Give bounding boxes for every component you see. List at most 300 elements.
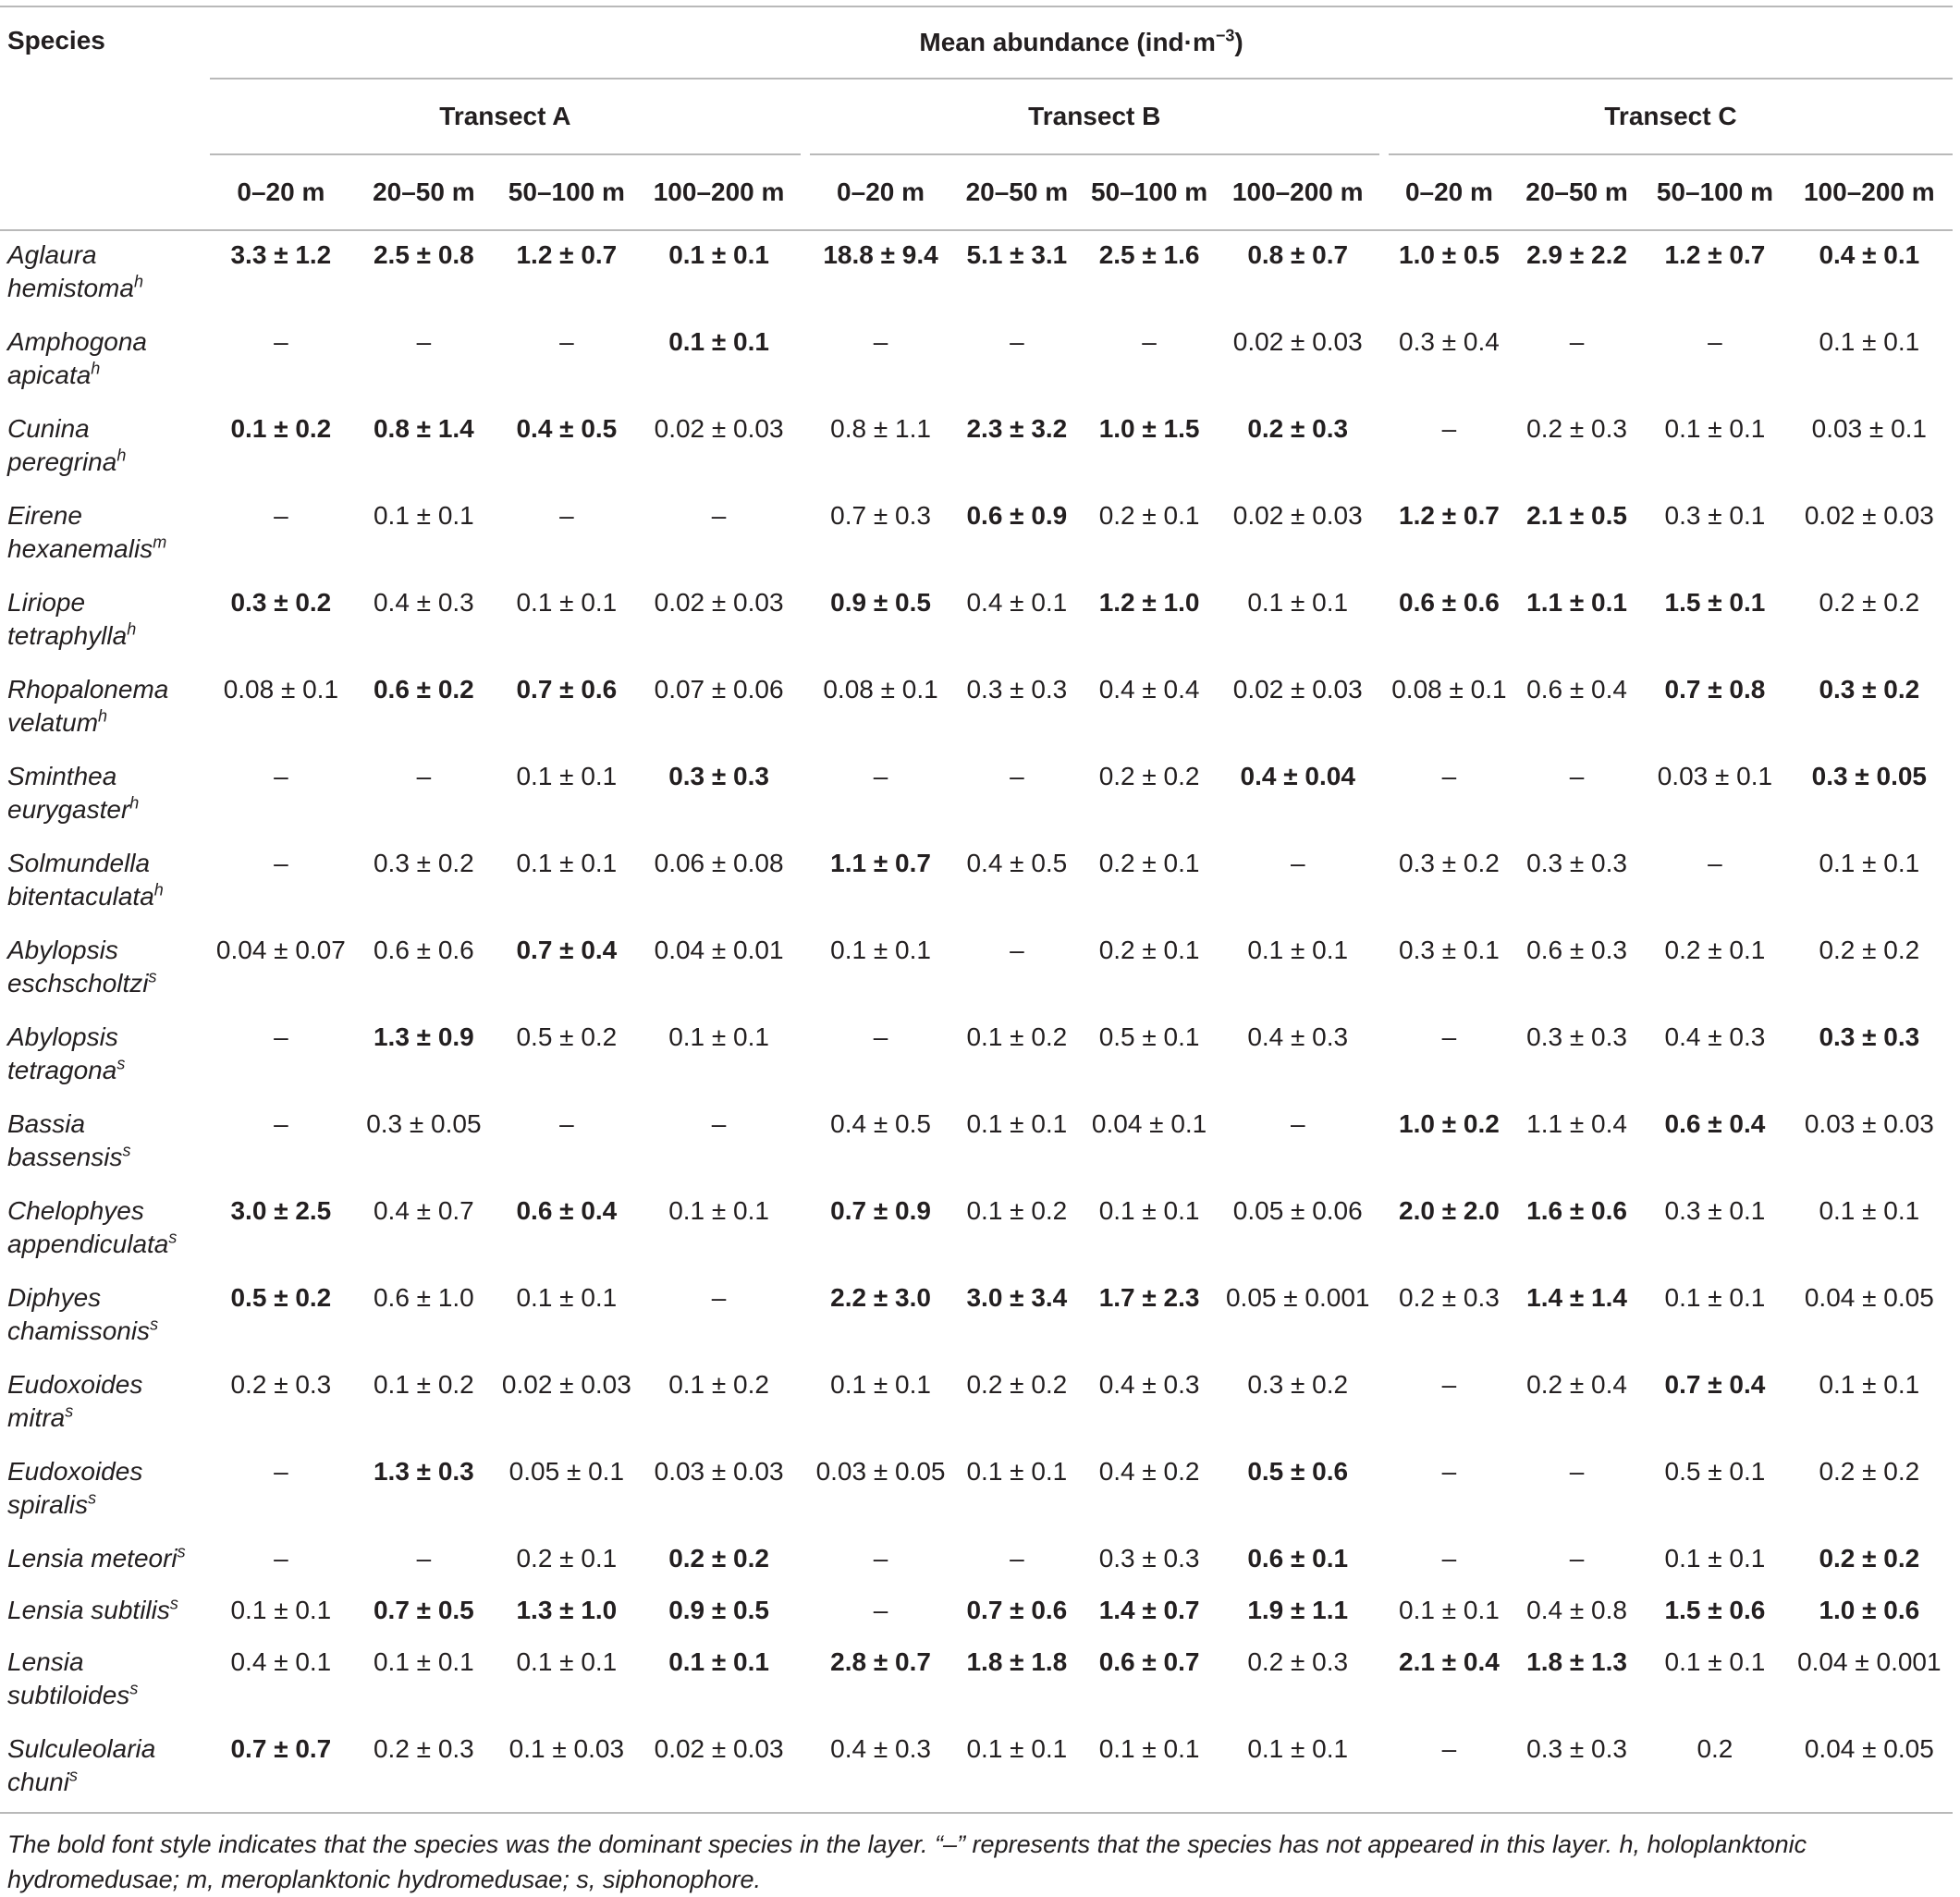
abundance-cell: 0.02 ± 0.03: [1804, 501, 1934, 530]
species-name-line: Abylopsis: [7, 1022, 118, 1051]
abundance-cell: 0.1 ± 0.1: [1664, 1283, 1766, 1312]
abundance-cell: 0.1 ± 0.1: [668, 327, 769, 356]
transect-a-header: Transect A: [210, 79, 800, 154]
abundance-cell: 0.1 ± 0.1: [516, 1647, 618, 1676]
abundance-cell: 18.8 ± 9.4: [823, 240, 938, 269]
species-type-marker: h: [129, 793, 140, 813]
abundance-cell: –: [1441, 1544, 1457, 1573]
abundance-cell: –: [274, 1022, 288, 1051]
abundance-cell: 1.1 ± 0.4: [1526, 1109, 1627, 1138]
depth-header: 20–50 m: [352, 154, 496, 230]
abundance-cell: 0.1 ± 0.1: [1247, 936, 1349, 964]
abundance-cell: 0.2 ± 0.3: [1247, 414, 1349, 443]
abundance-cell: –: [873, 1544, 888, 1573]
abundance-cell: 0.4 ± 0.8: [1526, 1596, 1627, 1624]
abundance-cell: –: [1010, 936, 1024, 964]
species-type-marker: h: [98, 706, 108, 726]
abundance-cell: 0.7 ± 0.8: [1664, 675, 1766, 704]
abundance-cell: 1.0 ± 0.6: [1819, 1596, 1920, 1624]
mean-abundance-exponent: −3: [1215, 26, 1235, 45]
abundance-cell: 0.1 ± 0.1: [1247, 1734, 1349, 1763]
abundance-cell: 0.02 ± 0.03: [654, 588, 784, 617]
abundance-cell: 0.3 ± 0.4: [1399, 327, 1500, 356]
abundance-cell: 0.3 ± 0.2: [230, 588, 332, 617]
abundance-cell: 1.5 ± 0.1: [1664, 588, 1766, 617]
abundance-cell: 0.6 ± 0.4: [516, 1196, 618, 1225]
abundance-cell: 0.6 ± 0.1: [1247, 1544, 1349, 1573]
abundance-cell: –: [559, 501, 574, 530]
species-name-line: Abylopsis: [7, 936, 118, 964]
abundance-cell: 0.04 ± 0.01: [654, 936, 784, 964]
abundance-cell: –: [1142, 327, 1157, 356]
abundance-cell: 0.05 ± 0.001: [1225, 1283, 1370, 1312]
abundance-cell: –: [1441, 1370, 1457, 1399]
depth-header: 100–200 m: [1786, 154, 1953, 230]
abundance-cell: 2.2 ± 3.0: [830, 1283, 931, 1312]
abundance-cell: 0.5 ± 0.6: [1247, 1457, 1349, 1486]
abundance-cell: 0.04 ± 0.001: [1797, 1647, 1942, 1676]
species-column-header: Species: [7, 26, 105, 55]
abundance-cell: 0.1 ± 0.1: [516, 762, 618, 790]
species-type-marker: s: [148, 967, 157, 986]
abundance-cell: 0.1 ± 0.1: [516, 849, 618, 877]
abundance-cell: 0.3 ± 0.2: [1247, 1370, 1349, 1399]
abundance-cell: 0.3 ± 0.2: [1819, 675, 1920, 704]
abundance-cell: 0.02 ± 0.03: [501, 1370, 631, 1399]
abundance-cell: –: [711, 1109, 727, 1138]
abundance-cell: 0.2 ± 0.3: [373, 1734, 474, 1763]
abundance-cell: 2.8 ± 0.7: [830, 1647, 931, 1676]
abundance-cell: 0.2 ± 0.1: [1098, 501, 1200, 530]
abundance-cell: –: [1708, 849, 1722, 877]
abundance-cell: 0.7 ± 0.6: [966, 1596, 1068, 1624]
table-row: [0, 1586, 1953, 1638]
species-name-line: Eudoxoides: [7, 1457, 143, 1486]
abundance-cell: 0.2 ± 0.1: [1098, 849, 1200, 877]
abundance-cell: 0.4 ± 0.7: [373, 1196, 474, 1225]
species-name-line: Aglaura: [7, 240, 97, 269]
species-name-line: Liriope: [7, 588, 86, 617]
depth-header: 20–50 m: [951, 154, 1082, 230]
abundance-cell: 0.1 ± 0.1: [830, 936, 931, 964]
species-name-cell: [0, 1274, 210, 1361]
species-name-cell: [0, 1448, 210, 1535]
species-name-cell: [0, 318, 210, 405]
abundance-cell: –: [711, 501, 727, 530]
abundance-cell: 1.3 ± 1.0: [516, 1596, 618, 1624]
abundance-cell: 0.04 ± 0.07: [215, 936, 346, 964]
table-row: [0, 1100, 1953, 1187]
abundance-cell: 0.04 ± 0.1: [1091, 1109, 1207, 1138]
abundance-cell: 0.7 ± 0.4: [1664, 1370, 1766, 1399]
abundance-cell: 0.4 ± 0.1: [1819, 240, 1920, 269]
abundance-cell: –: [274, 1109, 288, 1138]
species-name-cell: [0, 926, 210, 1013]
abundance-cell: 0.04 ± 0.05: [1804, 1734, 1934, 1763]
abundance-cell: 1.5 ± 0.6: [1664, 1596, 1766, 1624]
abundance-cell: –: [1569, 1457, 1585, 1486]
table-row: [0, 666, 1953, 753]
abundance-cell: 0.1 ± 0.1: [668, 1022, 769, 1051]
abundance-cell: 0.2 ± 0.3: [230, 1370, 332, 1399]
abundance-cell: –: [274, 1457, 288, 1486]
abundance-cell: 0.3 ± 0.05: [1811, 762, 1927, 790]
abundance-cell: –: [1441, 1457, 1457, 1486]
abundance-cell: 1.4 ± 1.4: [1526, 1283, 1627, 1312]
table-row: [0, 839, 1953, 926]
abundance-cell: 2.3 ± 3.2: [966, 414, 1068, 443]
transect-b-header: Transect B: [810, 79, 1379, 154]
abundance-cell: 1.8 ± 1.3: [1526, 1647, 1627, 1676]
abundance-table-container: [0, 6, 1953, 1897]
abundance-cell: 0.8 ± 0.7: [1247, 240, 1349, 269]
abundance-cell: 0.6 ± 0.3: [1526, 936, 1627, 964]
abundance-cell: 0.2 ± 0.4: [1526, 1370, 1627, 1399]
mean-abundance-label: Mean abundance (ind·m: [919, 28, 1216, 56]
abundance-cell: 0.1 ± 0.1: [668, 240, 769, 269]
abundance-cell: 1.0 ± 0.5: [1399, 240, 1500, 269]
species-name-cell: [0, 666, 210, 753]
species-type-marker: s: [169, 1594, 178, 1613]
species-name-line: Eudoxoides: [7, 1370, 143, 1399]
species-name-line: hexanemalis: [7, 534, 153, 563]
abundance-cell: 0.3 ± 0.3: [1526, 1734, 1627, 1763]
abundance-cell: 0.1 ± 0.1: [1819, 327, 1920, 356]
abundance-cell: 0.9 ± 0.5: [830, 588, 931, 617]
abundance-cell: –: [559, 1109, 574, 1138]
abundance-cell: 3.0 ± 2.5: [230, 1196, 332, 1225]
abundance-cell: 0.02 ± 0.03: [1232, 501, 1363, 530]
species-name-line: Bassia: [7, 1109, 86, 1138]
abundance-cell: 3.0 ± 3.4: [966, 1283, 1068, 1312]
abundance-cell: 1.3 ± 0.3: [373, 1457, 474, 1486]
abundance-cell: 0.2 ± 0.1: [516, 1544, 618, 1573]
abundance-cell: 0.02 ± 0.03: [1232, 675, 1363, 704]
abundance-cell: 0.3 ± 0.1: [1664, 501, 1766, 530]
abundance-cell: 2.1 ± 0.4: [1399, 1647, 1500, 1676]
abundance-cell: 0.2 ± 0.3: [1526, 414, 1627, 443]
species-name-cell: [0, 1187, 210, 1274]
abundance-cell: 0.02 ± 0.03: [654, 414, 784, 443]
species-name-line: Solmundella: [7, 849, 151, 877]
depth-header: 0–20 m: [1389, 154, 1510, 230]
species-name-cell: [0, 839, 210, 926]
abundance-cell: 0.03 ± 0.1: [1657, 762, 1773, 790]
abundance-cell: –: [274, 849, 288, 877]
abundance-cell: 0.1 ± 0.1: [1819, 849, 1920, 877]
abundance-cell: 0.2 ± 0.1: [1098, 936, 1200, 964]
abundance-cell: 1.2 ± 0.7: [1399, 501, 1500, 530]
abundance-cell: 0.3 ± 0.3: [966, 675, 1068, 704]
species-name-cell: [0, 1013, 210, 1100]
depth-header: 100–200 m: [1217, 154, 1379, 230]
species-name-line: Lensia subtilis: [7, 1596, 170, 1624]
abundance-cell: 0.4 ± 0.2: [1098, 1457, 1200, 1486]
abundance-cell: 0.7 ± 0.5: [373, 1596, 474, 1624]
depth-header: 20–50 m: [1510, 154, 1644, 230]
abundance-cell: 0.1 ± 0.1: [1664, 1544, 1766, 1573]
abundance-cell: 0.1 ± 0.1: [516, 588, 618, 617]
abundance-cell: –: [873, 327, 888, 356]
abundance-cell: 0.2 ± 0.1: [1664, 936, 1766, 964]
depth-header: 50–100 m: [1082, 154, 1216, 230]
species-name-line: Lensia: [7, 1647, 84, 1676]
species-type-marker: s: [168, 1228, 178, 1247]
abundance-cell: 0.2 ± 0.2: [966, 1370, 1068, 1399]
abundance-cell: 0.1 ± 0.2: [966, 1022, 1068, 1051]
abundance-cell: 0.1 ± 0.1: [1819, 1196, 1920, 1225]
species-type-marker: m: [153, 532, 167, 552]
abundance-cell: –: [711, 1283, 727, 1312]
species-name-line: Sminthea: [7, 762, 117, 790]
abundance-cell: 0.2 ± 0.2: [1819, 1544, 1920, 1573]
abundance-cell: 0.1 ± 0.1: [966, 1457, 1068, 1486]
species-type-marker: h: [91, 359, 101, 378]
abundance-cell: 0.03 ± 0.03: [654, 1457, 784, 1486]
abundance-cell: 0.6 ± 0.6: [373, 936, 474, 964]
depth-header: 50–100 m: [496, 154, 637, 230]
abundance-cell: 0.4 ± 0.5: [516, 414, 618, 443]
abundance-cell: 0.1 ± 0.2: [230, 414, 332, 443]
abundance-cell: 0.3 ± 0.3: [668, 762, 769, 790]
abundance-cell: 0.5 ± 0.1: [1098, 1022, 1200, 1051]
species-type-marker: s: [177, 1542, 186, 1561]
abundance-cell: 0.7 ± 0.9: [830, 1196, 931, 1225]
abundance-cell: 0.5 ± 0.2: [516, 1022, 618, 1051]
species-name-cell: [0, 1100, 210, 1187]
species-type-marker: s: [68, 1766, 78, 1785]
abundance-cell: –: [1441, 1022, 1457, 1051]
abundance-cell: 0.4 ± 0.3: [373, 588, 474, 617]
abundance-cell: 1.7 ± 2.3: [1098, 1283, 1200, 1312]
table-row: [0, 1448, 1953, 1535]
abundance-cell: 0.7 ± 0.4: [516, 936, 618, 964]
species-type-marker: s: [150, 1315, 159, 1334]
abundance-cell: 1.6 ± 0.6: [1526, 1196, 1627, 1225]
species-name-line: spiralis: [7, 1490, 89, 1519]
species-name-cell: [0, 1361, 210, 1448]
abundance-cell: –: [1010, 1544, 1024, 1573]
abundance-cell: 0.1 ± 0.1: [373, 501, 474, 530]
table-row: [0, 579, 1953, 666]
abundance-cell: –: [873, 1022, 888, 1051]
table-row: [0, 318, 1953, 405]
abundance-cell: 0.3 ± 0.1: [1399, 936, 1500, 964]
abundance-cell: –: [559, 327, 574, 356]
species-name-line: apicata: [7, 361, 92, 389]
species-name-line: hemistoma: [7, 274, 134, 302]
abundance-cell: 0.3 ± 0.05: [366, 1109, 482, 1138]
abundance-cell: 0.2 ± 0.2: [668, 1544, 769, 1573]
abundance-cell: –: [873, 1596, 888, 1624]
abundance-cell: 1.1 ± 0.1: [1526, 588, 1627, 617]
abundance-cell: 0.6 ± 0.4: [1664, 1109, 1766, 1138]
species-name-line: subtiloides: [7, 1681, 130, 1709]
species-name-cell: [0, 1535, 210, 1586]
abundance-cell: 2.1 ± 0.5: [1526, 501, 1627, 530]
species-name-line: chamissonis: [7, 1316, 151, 1345]
abundance-cell: 0.2: [1697, 1734, 1733, 1763]
table-row: [0, 1638, 1953, 1725]
abundance-cell: 0.3 ± 0.1: [1664, 1196, 1766, 1225]
abundance-cell: 0.4 ± 0.04: [1240, 762, 1355, 790]
abundance-cell: 0.3 ± 0.2: [373, 849, 474, 877]
mean-abundance-close: ): [1234, 28, 1243, 56]
species-name-cell: [0, 579, 210, 666]
species-name-cell: [0, 1586, 210, 1638]
depth-header: 0–20 m: [210, 154, 351, 230]
abundance-cell: 0.1 ± 0.1: [966, 1734, 1068, 1763]
species-name-line: eurygaster: [7, 795, 130, 824]
abundance-cell: –: [1010, 762, 1024, 790]
abundance-cell: 0.1 ± 0.1: [373, 1647, 474, 1676]
abundance-cell: 1.0 ± 1.5: [1098, 414, 1200, 443]
table-body: [0, 230, 1953, 1812]
abundance-cell: 0.5 ± 0.2: [230, 1283, 332, 1312]
abundance-cell: 1.2 ± 0.7: [516, 240, 618, 269]
species-type-marker: s: [116, 1054, 126, 1073]
abundance-cell: –: [416, 762, 432, 790]
species-type-marker: h: [127, 619, 137, 639]
species-type-marker: s: [122, 1141, 131, 1160]
abundance-cell: –: [1010, 327, 1024, 356]
abundance-cell: 0.2 ± 0.2: [1819, 588, 1920, 617]
abundance-cell: 0.03 ± 0.03: [1804, 1109, 1934, 1138]
abundance-cell: 1.1 ± 0.7: [830, 849, 931, 877]
abundance-cell: 0.08 ± 0.1: [1391, 675, 1507, 704]
species-name-line: bitentaculata: [7, 882, 154, 911]
species-name-line: appendiculata: [7, 1230, 169, 1258]
abundance-cell: 0.03 ± 0.1: [1811, 414, 1927, 443]
abundance-cell: 0.04 ± 0.05: [1804, 1283, 1934, 1312]
species-name-line: Eirene: [7, 501, 82, 530]
abundance-cell: 0.6 ± 0.9: [966, 501, 1068, 530]
abundance-cell: 0.1 ± 0.1: [966, 1109, 1068, 1138]
species-name-line: chuni: [7, 1768, 69, 1796]
transect-c-header: Transect C: [1389, 79, 1953, 154]
table-row: [0, 1725, 1953, 1812]
species-name-cell: [0, 1725, 210, 1812]
abundance-cell: 0.2 ± 0.2: [1819, 936, 1920, 964]
abundance-cell: 0.3 ± 0.2: [1399, 849, 1500, 877]
species-name-line: Rhopalonema: [7, 675, 169, 704]
species-name-line: tetraphylla: [7, 621, 128, 650]
species-name-line: Sulculeolaria: [7, 1734, 156, 1763]
table-row: [0, 492, 1953, 579]
species-name-cell: [0, 753, 210, 839]
abundance-cell: 1.2 ± 1.0: [1098, 588, 1200, 617]
table-row: [0, 926, 1953, 1013]
abundance-cell: 0.1 ± 0.1: [1664, 414, 1766, 443]
abundance-cell: –: [1569, 762, 1585, 790]
abundance-cell: 0.7 ± 0.3: [830, 501, 931, 530]
abundance-cell: 0.08 ± 0.1: [823, 675, 938, 704]
abundance-cell: 0.1 ± 0.1: [1247, 588, 1349, 617]
abundance-cell: –: [1441, 1734, 1457, 1763]
species-name-line: tetragona: [7, 1056, 117, 1084]
abundance-cell: 0.1 ± 0.1: [1819, 1370, 1920, 1399]
table-row: [0, 230, 1953, 318]
species-name-cell: [0, 230, 210, 318]
abundance-cell: –: [416, 1544, 432, 1573]
abundance-cell: 0.6 ± 0.6: [1399, 588, 1500, 617]
species-name-cell: [0, 405, 210, 492]
abundance-cell: 0.4 ± 0.4: [1098, 675, 1200, 704]
abundance-cell: 0.1 ± 0.1: [516, 1283, 618, 1312]
species-name-line: peregrina: [7, 447, 117, 476]
abundance-cell: 2.9 ± 2.2: [1526, 240, 1627, 269]
abundance-cell: 0.2 ± 0.2: [1819, 1457, 1920, 1486]
species-type-marker: s: [129, 1679, 139, 1698]
abundance-cell: –: [1441, 414, 1457, 443]
abundance-cell: 0.07 ± 0.06: [654, 675, 784, 704]
species-type-marker: h: [116, 446, 127, 465]
abundance-cell: 0.03 ± 0.05: [815, 1457, 946, 1486]
abundance-cell: 1.4 ± 0.7: [1098, 1596, 1200, 1624]
abundance-cell: 0.05 ± 0.06: [1232, 1196, 1363, 1225]
abundance-cell: 0.8 ± 1.4: [373, 414, 474, 443]
abundance-cell: 1.9 ± 1.1: [1247, 1596, 1349, 1624]
depth-header: 0–20 m: [810, 154, 951, 230]
abundance-cell: –: [1290, 1109, 1305, 1138]
abundance-cell: 0.5 ± 0.1: [1664, 1457, 1766, 1486]
species-type-marker: h: [133, 272, 143, 291]
abundance-cell: 0.3 ± 0.3: [1526, 1022, 1627, 1051]
abundance-cell: 0.4 ± 0.3: [1664, 1022, 1766, 1051]
abundance-cell: 5.1 ± 3.1: [966, 240, 1068, 269]
table-row: [0, 753, 1953, 839]
table-row: [0, 1361, 1953, 1448]
abundance-cell: 0.6 ± 0.4: [1526, 675, 1627, 704]
table-row: [0, 1535, 1953, 1586]
abundance-cell: 2.5 ± 1.6: [1098, 240, 1200, 269]
abundance-cell: 0.1 ± 0.2: [373, 1370, 474, 1399]
table-row: [0, 1187, 1953, 1274]
abundance-cell: 0.7 ± 0.6: [516, 675, 618, 704]
abundance-cell: 0.1 ± 0.1: [668, 1196, 769, 1225]
abundance-cell: 0.4 ± 0.5: [966, 849, 1068, 877]
abundance-cell: –: [873, 762, 888, 790]
abundance-cell: 0.2 ± 0.2: [1098, 762, 1200, 790]
species-name-line: Chelophyes: [7, 1196, 144, 1225]
species-name-line: Cunina: [7, 414, 90, 443]
abundance-cell: 0.8 ± 1.1: [830, 414, 931, 443]
abundance-cell: 0.3 ± 0.3: [1098, 1544, 1200, 1573]
abundance-cell: 0.05 ± 0.1: [508, 1457, 625, 1486]
species-type-marker: h: [153, 880, 164, 900]
abundance-cell: 0.2 ± 0.3: [1247, 1647, 1349, 1676]
table-footnote: The bold font style indicates that the species was the dominant species in the layer. “–” represents that the species has not appeared in this layer. h, holoplanktonic hydromedusae; m, meroplanktonic hydromedusae; s, siphonophore.: [0, 1812, 1953, 1897]
abundance-cell: 0.6 ± 1.0: [373, 1283, 474, 1312]
abundance-cell: 0.3 ± 0.3: [1819, 1022, 1920, 1051]
abundance-cell: –: [1290, 849, 1305, 877]
abundance-cell: 0.4 ± 0.1: [966, 588, 1068, 617]
abundance-cell: –: [1441, 762, 1457, 790]
abundance-cell: 0.06 ± 0.08: [654, 849, 784, 877]
species-name-line: mitra: [7, 1403, 66, 1432]
species-name-cell: [0, 1638, 210, 1725]
abundance-cell: 0.1 ± 0.03: [508, 1734, 625, 1763]
abundance-cell: 0.02 ± 0.03: [1232, 327, 1363, 356]
abundance-cell: 0.3 ± 0.3: [1526, 849, 1627, 877]
abundance-cell: 0.4 ± 0.3: [1247, 1022, 1349, 1051]
abundance-cell: 0.1 ± 0.1: [668, 1647, 769, 1676]
abundance-cell: 0.4 ± 0.3: [1098, 1370, 1200, 1399]
abundance-cell: 0.4 ± 0.3: [830, 1734, 931, 1763]
species-name-line: eschscholtzi: [7, 969, 149, 997]
abundance-cell: 0.4 ± 0.1: [230, 1647, 332, 1676]
abundance-cell: –: [416, 327, 432, 356]
